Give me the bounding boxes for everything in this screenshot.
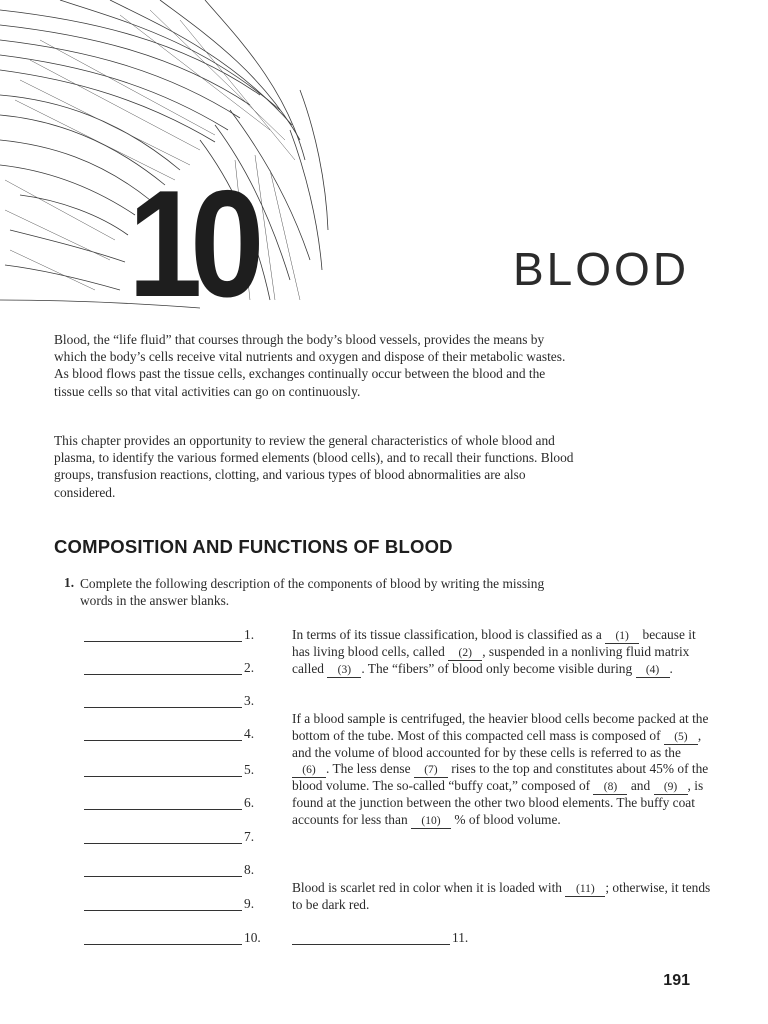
answer-blank[interactable] bbox=[84, 740, 242, 741]
answer-blank[interactable] bbox=[84, 910, 242, 911]
answer-number: 8. bbox=[244, 862, 255, 877]
blank-ref: (6) bbox=[292, 764, 326, 778]
blank-ref: (5) bbox=[664, 731, 698, 745]
blank-ref: (7) bbox=[414, 764, 448, 778]
answer-number: 11. bbox=[452, 930, 469, 945]
answer-blank[interactable] bbox=[84, 776, 242, 777]
question-text: Complete the following description of the components of blood by writing the missing words in the answer blanks. bbox=[80, 576, 545, 608]
answer-number: 3. bbox=[244, 693, 255, 708]
blank-ref: (11) bbox=[565, 883, 605, 897]
answer-number: 2. bbox=[244, 660, 255, 675]
answer-blank[interactable] bbox=[84, 809, 242, 810]
answer-blank[interactable] bbox=[84, 707, 242, 708]
exercise-paragraph: Blood is scarlet red in color when it is loaded with (11) ; otherwise, it tends to be dark red. bbox=[292, 880, 711, 912]
answer-number: 10. bbox=[244, 930, 261, 945]
answer-number: 5. bbox=[244, 762, 255, 777]
answer-blank[interactable] bbox=[84, 876, 242, 877]
exercise-paragraph: If a blood sample is centrifuged, the heavier blood cells become packed at the bottom of the tube. Most of this compacted cell mass is composed of (5) , and the volume of blood accounted for by these cells is referred to as the (6) . The less dense (7) rises to the top and constitutes about 45% of the blood volume. The so-called “buffy coat,” composed of (8) and (9) , is found at the junction between the other two blood elements. The buffy coat accounts for less than (10) % of blood volume. bbox=[292, 711, 709, 828]
intro-paragraph: This chapter provides an opportunity to review the general characteristics of whole blood and plasma, to identify the various formed elements (blood cells), and to recall their functions. Blood groups, transfusion reactions, clotting, and various types of blood abnormalities are also considered. bbox=[54, 433, 574, 500]
answer-number: 6. bbox=[244, 795, 255, 810]
exercise-paragraph: In terms of its tissue classification, blood is classified as a (1) because it has living blood cells, called (2) , suspended in a nonliving fluid matrix called (3) . The “fibers” of blood only become visible during (4) . bbox=[292, 627, 696, 676]
intro-paragraph: Blood, the “life fluid” that courses through the body’s blood vessels, provides the means by which the body’s cells receive vital nutrients and oxygen and dispose of their metabolic wastes. As blood flows past the tissue cells, exchanges continually occur between the blood and the tissue cells so that vital activities can go on continuously. bbox=[54, 332, 566, 399]
chapter-title: BLOOD bbox=[513, 243, 690, 295]
blank-ref: (9) bbox=[654, 781, 688, 795]
answer-blank[interactable] bbox=[84, 641, 242, 642]
blank-ref: (2) bbox=[448, 647, 482, 661]
answer-blank[interactable] bbox=[292, 944, 450, 945]
blank-ref: (8) bbox=[593, 781, 627, 795]
answer-number: 7. bbox=[244, 829, 255, 844]
question-number: 1. bbox=[64, 575, 75, 590]
answer-blank[interactable] bbox=[84, 944, 242, 945]
blank-ref: (4) bbox=[636, 664, 670, 678]
answer-number: 9. bbox=[244, 896, 255, 911]
blank-ref: (3) bbox=[327, 664, 361, 678]
answer-blank[interactable] bbox=[84, 674, 242, 675]
section-heading: COMPOSITION AND FUNCTIONS OF BLOOD bbox=[54, 536, 453, 557]
page-number: 191 bbox=[663, 972, 690, 989]
chapter-number: 10 bbox=[128, 159, 253, 329]
answer-number: 4. bbox=[244, 726, 255, 741]
answer-number: 1. bbox=[244, 627, 255, 642]
answer-blank[interactable] bbox=[84, 843, 242, 844]
blank-ref: (10) bbox=[411, 815, 451, 829]
blank-ref: (1) bbox=[605, 630, 639, 644]
